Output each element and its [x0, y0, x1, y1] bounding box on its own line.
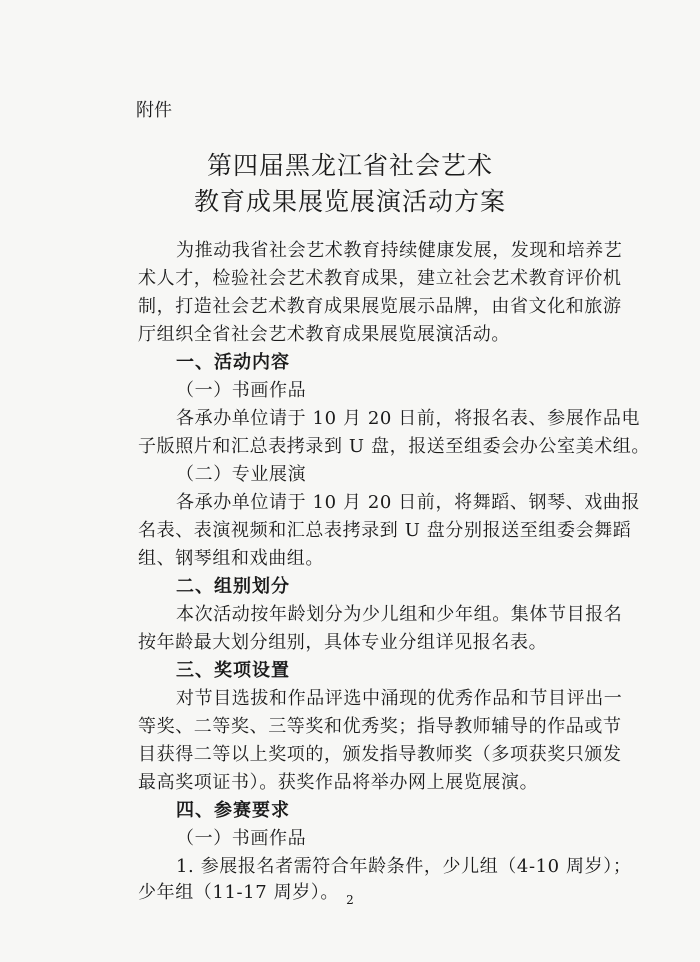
body-line: 等奖、二等奖、三等奖和优秀奖；指导教师辅导的作品或节 — [138, 716, 622, 737]
body-line: 各承办单位请于 10 月 20 日前，将报名表、参展作品电 — [176, 408, 641, 429]
section-heading: 一、活动内容 — [176, 352, 290, 373]
subsection-heading: （一）书画作品 — [176, 828, 307, 849]
body-line: 1. 参展报名者需符合年龄条件，少儿组（4-10 周岁）； — [176, 856, 632, 877]
intro-line: 为推动我省社会艺术教育持续健康发展，发现和培养艺 — [176, 240, 623, 261]
section-heading: 三、奖项设置 — [176, 660, 290, 681]
section-heading: 四、参赛要求 — [176, 800, 290, 821]
intro-line: 制，打造社会艺术教育成果展览展示品牌，由省文化和旅游 — [138, 296, 622, 317]
intro-line: 厅组织全省社会艺术教育成果展览展演活动。 — [138, 324, 510, 345]
section-heading: 二、组别划分 — [176, 576, 290, 597]
body-line: 组、钢琴组和戏曲组。 — [138, 548, 324, 569]
body-line: 本次活动按年龄划分为少儿组和少年组。集体节目报名 — [176, 604, 623, 625]
document-title-line-1: 第四届黑龙江省社会艺术 — [206, 151, 493, 180]
body-line: 按年龄最大划分组别，具体专业分组详见报名表。 — [138, 632, 548, 653]
body-line: 名表、表演视频和汇总表拷录到 U 盘分别报送至组委会舞蹈 — [138, 520, 632, 541]
body-line: 目获得二等以上奖项的，颁发指导教师奖（多项获奖只颁发 — [138, 744, 622, 765]
page-number: 2 — [346, 893, 354, 907]
body-line: 对节目选拔和作品评选中涌现的优秀作品和节目评出一 — [176, 688, 623, 709]
attachment-label: 附件 — [136, 100, 172, 121]
document-title-line-2: 教育成果展览展演活动方案 — [193, 187, 506, 216]
body-line: 最高奖项证书）。获奖作品将举办网上展览展演。 — [138, 772, 539, 793]
body-line: 少年组（11-17 周岁）。 — [138, 882, 340, 903]
subsection-heading: （二）专业展演 — [176, 464, 307, 485]
subsection-heading: （一）书画作品 — [176, 380, 307, 401]
intro-line: 术人才，检验社会艺术教育成果，建立社会艺术教育评价机 — [138, 268, 622, 289]
body-line: 子版照片和汇总表拷录到 U 盘，报送至组委会办公室美术组。 — [138, 436, 651, 457]
body-line: 各承办单位请于 10 月 20 日前，将舞蹈、钢琴、戏曲报 — [176, 492, 641, 513]
